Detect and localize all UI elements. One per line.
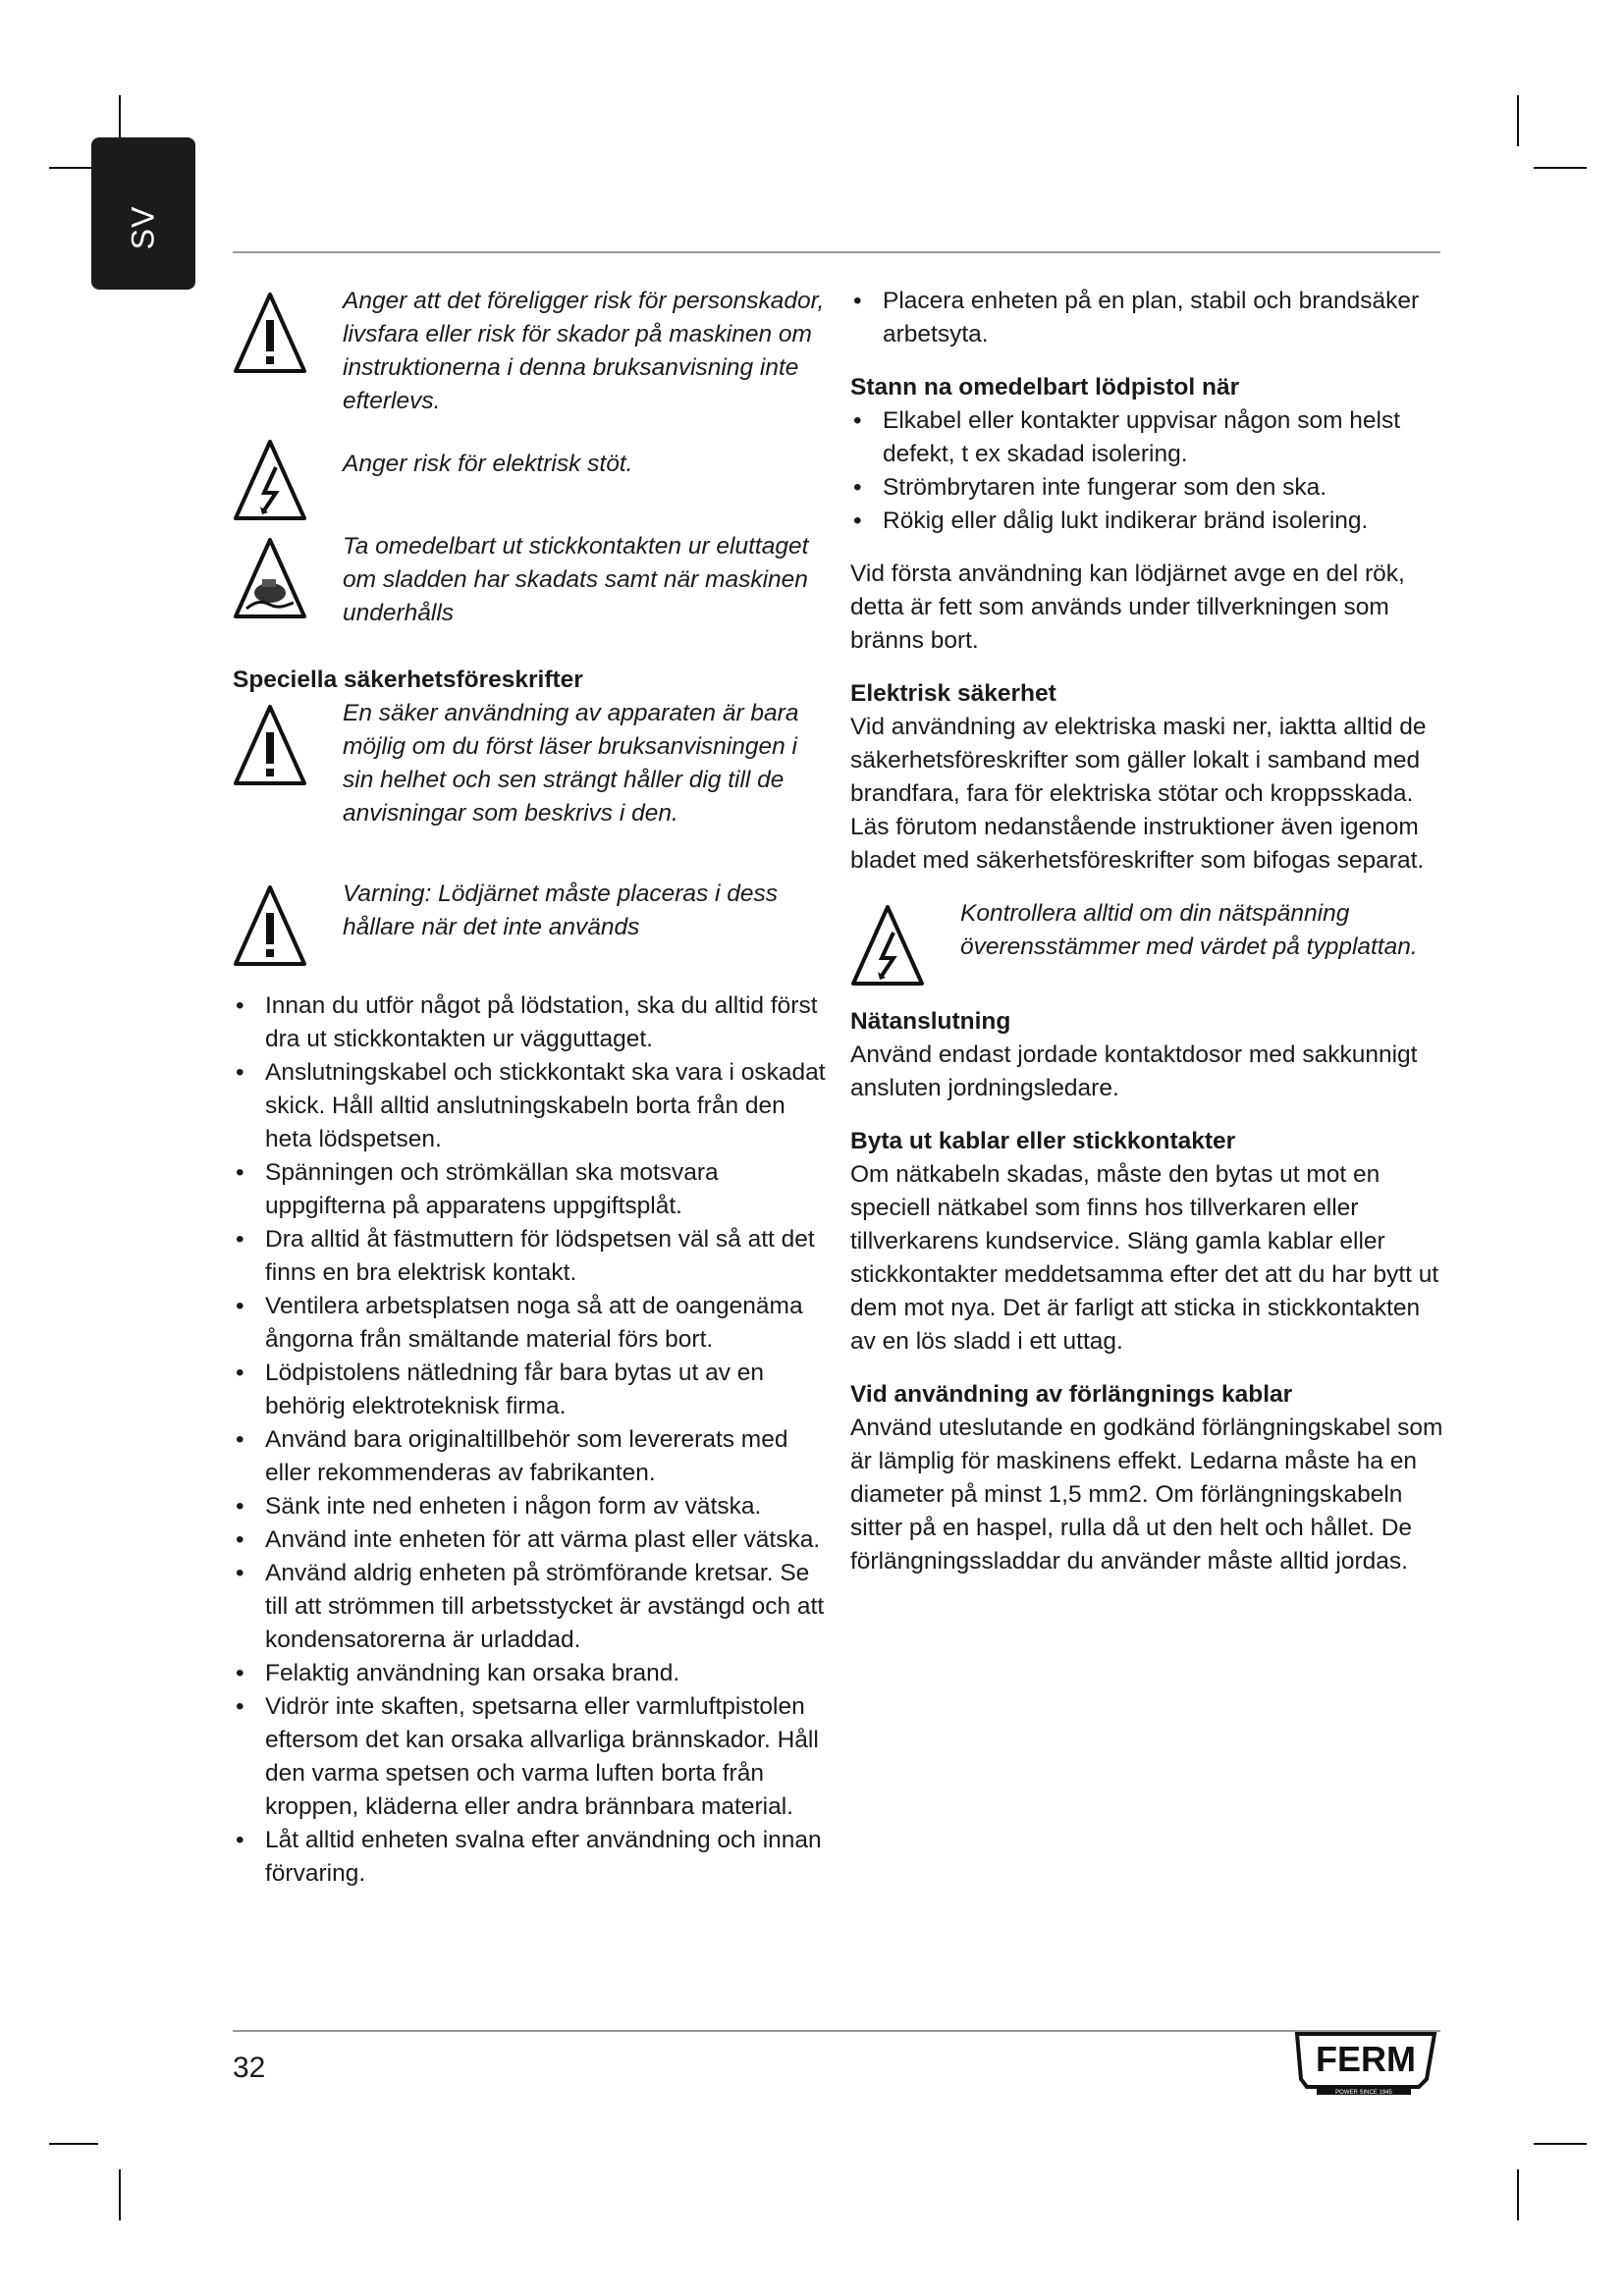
warning-block (233, 432, 832, 516)
crop-mark (1517, 95, 1519, 146)
list-item: • Strömbrytaren inte fungerar som den ska. (850, 471, 1449, 505)
logo-tagline: POWER SINCE 1945 (1335, 2090, 1392, 2096)
crop-mark (1534, 167, 1587, 169)
page-number: 32 (233, 2052, 266, 2084)
warning-text: Ta omedelbart ut stickkontakten ur eluttaget om sladden har skadats samt när maskinen underhålls (343, 533, 809, 626)
language-tab (91, 137, 195, 290)
list-item: • Anslutningskabel och stickkontakt ska vara i oskadat skick. Håll alltid anslutningskabeln borta från den heta lödspetsen. (233, 1056, 832, 1156)
warning-block (233, 697, 832, 844)
left-column (233, 285, 832, 1891)
replace-cables-paragraph: Om nätkabeln skadas, måste den bytas ut mot en speciell nätkabel som finns hos tillverkaren eller tillverkarens kundservice. Släng gamla kablar eller stickkontakter meddetsamma efter det att du har bytt ut dem mot nya. Det är farligt att sticka in stickkontakten av en lös sladd i ett uttag. (850, 1161, 1439, 1355)
list-item: • Vidrör inte skaften, spetsarna eller varmluftpistolen eftersom det kan orsaka allvarliga brännskador. Håll den varma spetsen och varma luften borta från kroppen, kläderna eller andra brännbara material. (233, 1690, 832, 1824)
list-item: • Felaktig användning kan orsaka brand. (233, 1657, 832, 1690)
electric-shock-icon (233, 438, 307, 522)
stop-bullet-list (850, 404, 1449, 538)
header-rule (233, 251, 1440, 253)
list-item: • Placera enheten på en plan, stabil och brandsäker arbetsyta. (850, 285, 1449, 351)
crop-mark (1517, 2169, 1519, 2220)
warning-exclamation-icon (233, 883, 307, 968)
list-item: • Använd aldrig enheten på strömförande kretsar. Se till att strömmen till arbetsstycket är avstängd och att kondensatorerna är urladdad. (233, 1557, 832, 1657)
crop-mark (49, 2143, 98, 2145)
safety-bullet-list (233, 989, 832, 1891)
extension-cables-paragraph: Använd uteslutande en godkänd förlängningskabel som är lämplig för maskinens effekt. Ledarna måste ha en diameter på minst 1,5 mm2. Om förlängningskabeln sitter på en haspel, rulla då ut den helt och hållet. De förlängningssladdar du använder måste alltid jordas. (850, 1415, 1443, 1575)
mains-paragraph: Använd endast jordade kontaktdosor med sakkunnigt ansluten jordningsledare. (850, 1041, 1418, 1101)
special-safety-heading: Speciella säkerhetsföreskrifter (233, 667, 583, 693)
warning-text: Kontrollera alltid om din nätspänning överensstämmer med värdet på typplattan. (960, 900, 1418, 960)
extension-cables-heading: Vid användning av förlängnings kablar (850, 1381, 1293, 1408)
warning-block (850, 897, 1449, 995)
warning-block (233, 285, 832, 418)
list-item: • Sänk inte ned enheten i någon form av vätska. (233, 1490, 832, 1523)
warning-text: En säker användning av apparaten är bara möjlig om du först läser bruksanvisningen i sin helhet och sen strängt håller dig till de anvisningar som beskrivs i den. (343, 700, 799, 827)
list-item: • Dra alltid åt fästmuttern för lödspetsen väl så att det finns en bra elektrisk kontakt. (233, 1223, 832, 1290)
list-item: • Rökig eller dålig lukt indikerar bränd isolering. (850, 505, 1449, 538)
right-column (850, 285, 1449, 1578)
warning-exclamation-icon (233, 703, 307, 787)
list-item: • Använd bara originaltillbehör som levererats med eller rekommenderas av fabrikanten. (233, 1423, 832, 1490)
ferm-logo (1289, 2030, 1438, 2097)
replace-cables-heading: Byta ut kablar eller stickkontakter (850, 1128, 1236, 1154)
electric-shock-icon (850, 903, 925, 988)
list-item: • Lödpistolens nätledning får bara bytas ut av en behörig elektroteknisk firma. (233, 1357, 832, 1423)
warning-block (233, 878, 832, 976)
unplug-icon (233, 536, 307, 620)
logo-wordmark: FERM (1316, 2039, 1416, 2079)
stop-heading: Stann na omedelbart lödpistol när (850, 374, 1240, 400)
crop-mark (1534, 2143, 1587, 2145)
mains-heading: Nätanslutning (850, 1008, 1011, 1035)
list-item: • Elkabel eller kontakter uppvisar någon som helst defekt, t ex skadad isolering. (850, 404, 1449, 471)
warning-exclamation-icon (233, 291, 307, 375)
warning-block (233, 530, 832, 630)
warning-text: Varning: Lödjärnet måste placeras i dess hållare när det inte används (343, 881, 779, 940)
warning-text: Anger att det föreligger risk för personskador, livsfara eller risk för skador på maskinen om instruktionerna i denna bruksanvisning inte efterlevs. (343, 288, 825, 414)
list-item: • Låt alltid enheten svalna efter användning och innan förvaring. (233, 1824, 832, 1891)
crop-mark (119, 2169, 121, 2220)
first-use-paragraph: Vid första användning kan lödjärnet avge en del rök, detta är fett som används under tillverkningen som bränns bort. (850, 561, 1405, 654)
placement-bullet-list (850, 285, 1449, 351)
electric-safety-heading: Elektrisk säkerhet (850, 680, 1056, 707)
list-item: • Använd inte enheten för att värma plast eller vätska. (233, 1523, 832, 1557)
footer-rule (233, 2030, 1440, 2032)
warning-text: Anger risk för elektrisk stöt. (343, 451, 633, 477)
language-tab-label: SV (125, 205, 161, 250)
list-item: • Spänningen och strömkällan ska motsvara uppgifterna på apparatens uppgiftsplåt. (233, 1156, 832, 1223)
list-item: • Ventilera arbetsplatsen noga så att de oangenäma ångorna från smältande material förs bort. (233, 1290, 832, 1357)
electric-safety-paragraph: Vid användning av elektriska maski ner, iaktta alltid de säkerhetsföreskrifter som gäller lokalt i samband med brandfara, fara för elektriska stötar och kroppsskada. Läs förutom nedanstående instruktioner även igenom bladet med säkerhetsföreskrifter som bifogas separat. (850, 714, 1427, 874)
list-item: • Innan du utför något på lödstation, ska du alltid först dra ut stickkontakten ur vägguttaget. (233, 989, 832, 1056)
